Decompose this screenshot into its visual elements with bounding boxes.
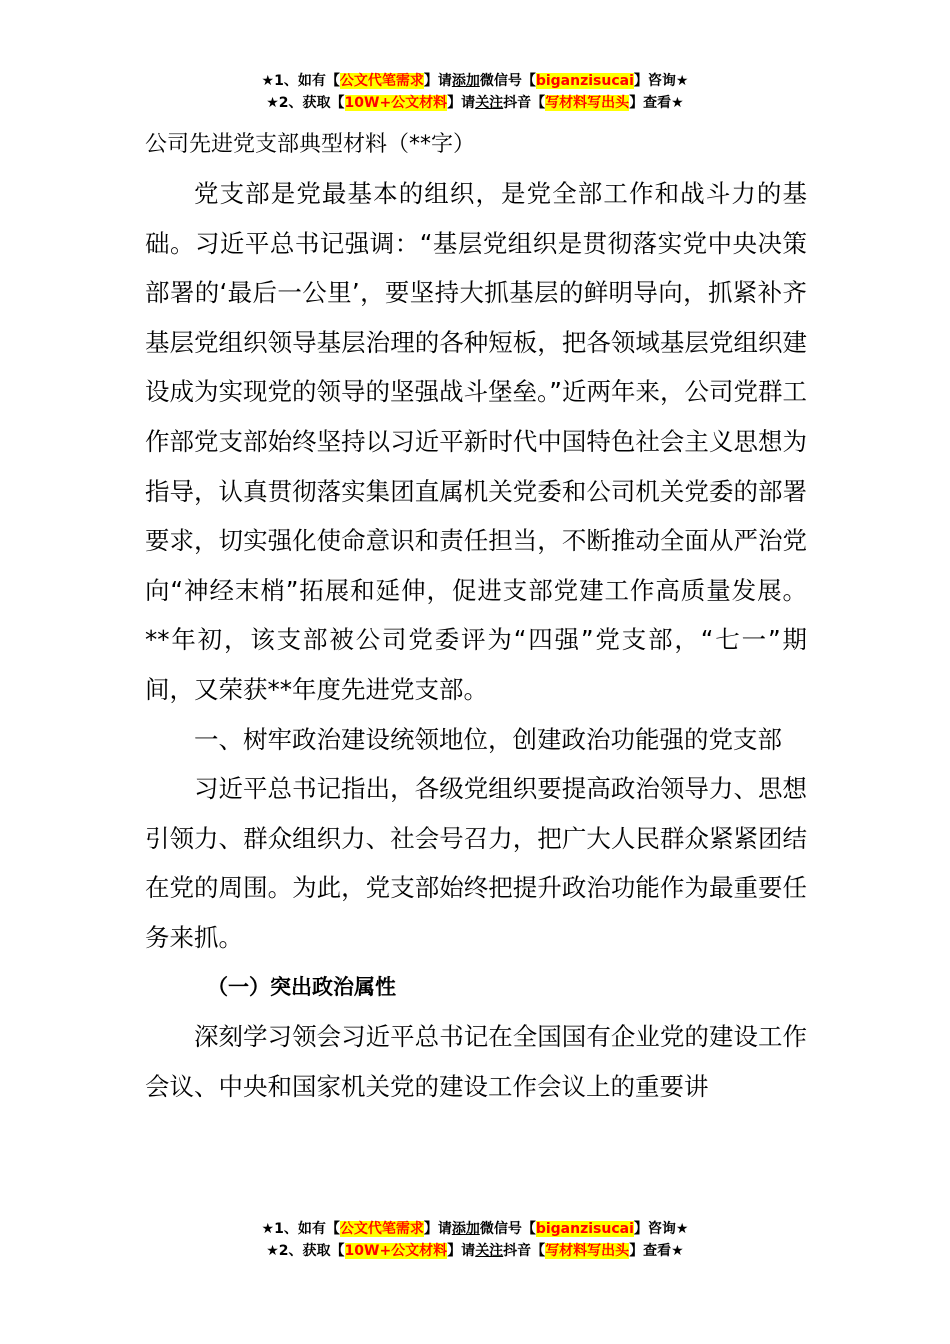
highlight-service: 公文代笔需求 — [339, 1221, 424, 1237]
underline-add: 添加 — [451, 1221, 480, 1237]
underline-follow: 关注 — [475, 1243, 504, 1259]
promo-line-1: ★1、如有【公文代笔需求】请添加微信号【biganzisucai】咨询★ — [261, 73, 689, 89]
document-title: 公司先进党支部典型材料（**字） — [145, 132, 476, 157]
paragraph-subsection-1: 深刻学习领会习近平总书记在全国国有企业党的建设工作会议、中央和国家机关党的建设工作会议上的重要讲 — [145, 1022, 807, 1101]
highlight-wechat-id: biganzisucai — [535, 73, 634, 89]
promo-line-2: ★2、获取【10W+公文材料】请关注抖音【写材料写出头】查看★ — [266, 95, 684, 111]
underline-add: 添加 — [451, 73, 480, 89]
section-heading-1: 一、树牢政治建设统领地位，创建政治功能强的党支部 — [194, 724, 782, 754]
promo-banner-top — [0, 70, 950, 114]
promo-line-2: ★2、获取【10W+公文材料】请关注抖音【写材料写出头】查看★ — [266, 1243, 684, 1259]
highlight-douyin: 写材料写出头 — [545, 1243, 630, 1259]
paragraph-intro: 党支部是党最基本的组织，是党全部工作和战斗力的基础。习近平总书记强调：“基层党组织是贯彻落实党中央决策部署的‘最后一公里’，要坚持大抓基层的鲜明导向，抓紧补齐基层党组织领导基层治理的各种短板，把各领域基层党组织建设成为实现党的领导的坚强战斗堡垒。”近两年来，公司党群工作部党支部始终坚持以习近平新时代中国特色社会主义思想为指导，认真贯彻落实集团直属机关党委和公司机关党委的部署要求，切实强化使命意识和责任担当，不断推动全面从严治党向“神经末梢”拓展和延伸，促进支部党建工作高质量发展。**年初，该支部被公司党委评为“四强”党支部，“七一”期间，又荣获**年度先进党支部。 — [145, 179, 807, 704]
underline-follow: 关注 — [475, 95, 504, 111]
promo-banner-bottom — [0, 1218, 950, 1262]
highlight-materials: 10W+公文材料 — [344, 95, 448, 111]
paragraph-section-1: 习近平总书记指出，各级党组织要提高政治领导力、思想引领力、群众组织力、社会号召力，把广大人民群众紧紧团结在党的周围。为此，党支部始终把提升政治功能作为最重要任务来抓。 — [145, 774, 807, 952]
subheading-1: （一）突出政治属性 — [207, 974, 396, 999]
highlight-wechat-id: biganzisucai — [535, 1221, 634, 1237]
highlight-douyin: 写材料写出头 — [545, 95, 630, 111]
highlight-service: 公文代笔需求 — [339, 73, 424, 89]
document-body — [145, 128, 807, 1111]
highlight-materials: 10W+公文材料 — [344, 1243, 448, 1259]
promo-line-1: ★1、如有【公文代笔需求】请添加微信号【biganzisucai】咨询★ — [261, 1221, 689, 1237]
